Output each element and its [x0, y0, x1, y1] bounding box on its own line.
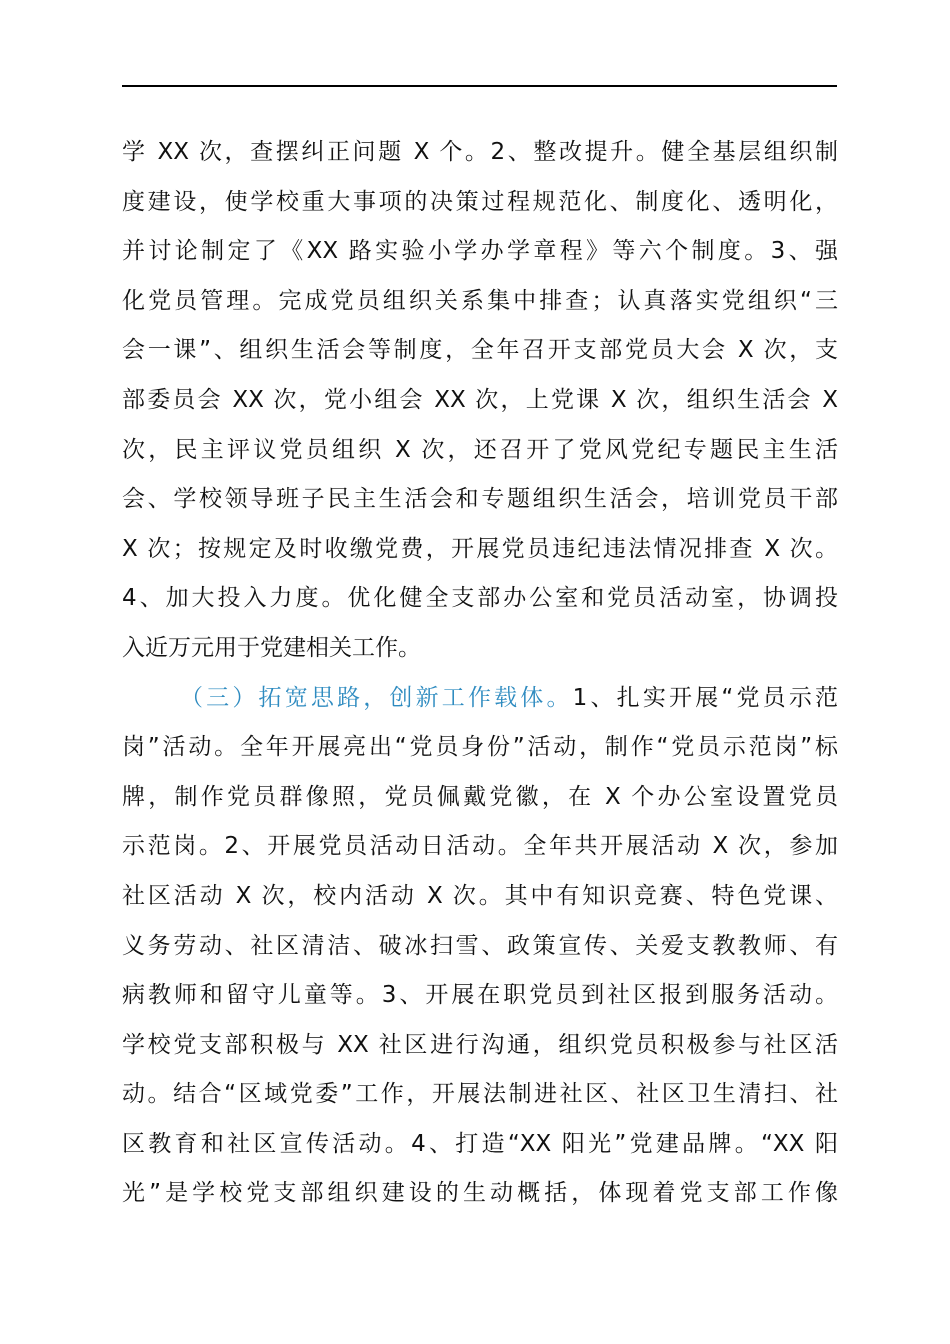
text-line: 牌，制作党员群像照，党员佩戴党徽，在 X 个办公室设置党员 [122, 783, 838, 810]
body-text [122, 128, 838, 1219]
text-line: 区教育和社区宣传活动。4、打造“XX 阳光”党建品牌。“XX 阳 [122, 1130, 838, 1157]
text-line: 度建设，使学校重大事项的决策过程规范化、制度化、透明化， [122, 188, 838, 215]
text-line: 次，民主评议党员组织 X 次，还召开了党风党纪专题民主生活 [122, 436, 838, 463]
text-line: 4、加大投入力度。优化健全支部办公室和党员活动室，协调投 [122, 585, 838, 612]
text-line: 示范岗。2、开展党员活动日活动。全年共开展活动 X 次，参加 [122, 833, 838, 860]
text-line: 光”是学校党支部组织建设的生动概括，体现着党支部工作像 [122, 1180, 838, 1207]
text-line: 部委员会 XX 次，党小组会 XX 次，上党课 X 次，组织生活会 X [122, 386, 838, 413]
text-run: 1、扎实开展“党员示范 [572, 684, 838, 711]
text-line: 社区活动 X 次，校内活动 X 次。其中有知识竞赛、特色党课、 [122, 882, 838, 909]
text-line: X 次；按规定及时收缴党费，开展党员违纪违法情况排查 X 次。 [122, 535, 838, 562]
text-line: 会、学校领导班子民主生活会和专题组织生活会，培训党员干部 [122, 486, 838, 513]
section-heading-line [122, 674, 838, 724]
text-line: 义务劳动、社区清洁、破冰扫雪、政策宣传、关爱支教教师、有 [122, 932, 838, 959]
text-line: 化党员管理。完成党员组织关系集中排查；认真落实党组织“三 [122, 287, 838, 314]
text-line: 动。结合“区域党委”工作，开展法制进社区、社区卫生清扫、社 [122, 1081, 838, 1108]
text-line: 学校党支部积极与 XX 社区进行沟通，组织党员积极参与社区活 [122, 1031, 838, 1058]
text-line: 病教师和留守儿童等。3、开展在职党员到社区报到服务活动。 [122, 982, 838, 1009]
text-line: 岗”活动。全年开展亮出“党员身份”活动，制作“党员示范岗”标 [122, 734, 838, 761]
section-heading: （三）拓宽思路，创新工作载体。 [180, 684, 573, 711]
text-line: 入近万元用于党建相关工作。 [122, 634, 421, 661]
text-line: 会一课”、组织生活会等制度，全年召开支部党员大会 X 次，支 [122, 337, 838, 364]
text-line: 并讨论制定了《XX 路实验小学办学章程》等六个制度。3、强 [122, 238, 838, 265]
header-rule [122, 85, 837, 87]
text-line: 学 XX 次，查摆纠正问题 X 个。2、整改提升。健全基层组织制 [122, 139, 838, 165]
